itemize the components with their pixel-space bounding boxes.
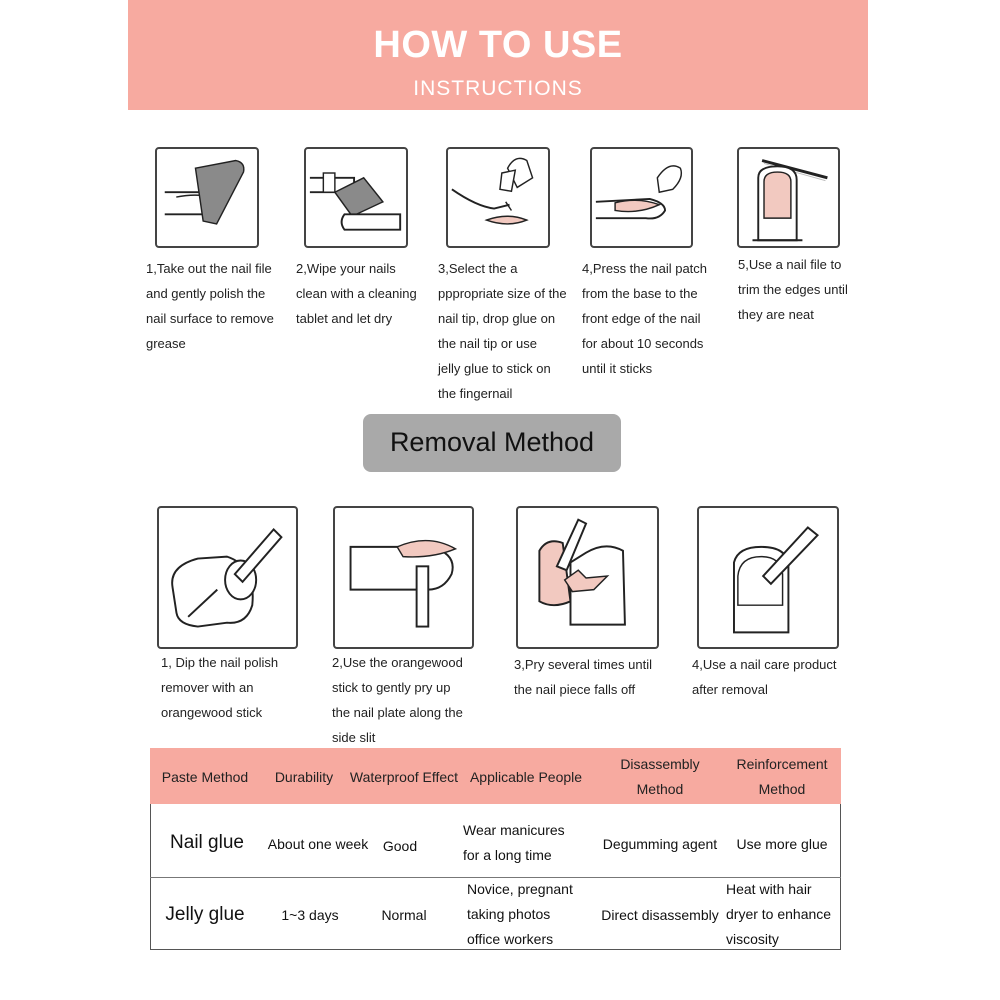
- dip-remover-icon: [159, 508, 296, 647]
- table-row-2-durability: 1~3 days: [281, 907, 339, 923]
- removal-method-heading: [363, 414, 621, 472]
- table-row-2-waterproof: Normal: [381, 907, 427, 923]
- pry-side-slit-icon: [335, 508, 472, 647]
- step-4-illustration: [590, 147, 693, 248]
- table-row-2-disassembly: Direct disassembly: [601, 907, 719, 923]
- step-3-illustration: [446, 147, 550, 248]
- nail-care-product-icon: [699, 508, 837, 647]
- table-row-1-durability: About one week: [267, 836, 369, 852]
- step-5-illustration: [737, 147, 840, 248]
- nail-file-polish-icon: [157, 149, 257, 246]
- header-paste-method: Paste Method: [161, 769, 249, 785]
- header-applicable-people: Applicable People: [469, 769, 583, 785]
- step-2-illustration: [304, 147, 408, 248]
- header-reinforcement-method: Reinforcement Method: [736, 756, 828, 797]
- step-2-text: 2,Wipe your nails clean with a cleaning tablet and let dry: [296, 261, 417, 326]
- step-4-text: 4,Press the nail patch from the base to the front edge of the nail for about 10 seconds until it sticks: [582, 261, 708, 376]
- nail-falls-off-icon: [518, 508, 657, 647]
- table-row-1-disassembly: Degumming agent: [602, 836, 718, 852]
- table-row-2-reinforcement: Heat with hair dryer to enhance viscosity: [726, 881, 832, 947]
- removal-1-text: 1, Dip the nail polish remover with an orangewood stick: [161, 655, 279, 720]
- table-row-1-waterproof: Good: [382, 838, 418, 854]
- step-5-text: 5,Use a nail file to trim the edges until they are neat: [738, 257, 848, 322]
- removal-1-illustration: [157, 506, 298, 649]
- header-waterproof-effect: Waterproof Effect: [349, 769, 459, 785]
- step-3-text: 3,Select the a pppropriate size of the nail tip, drop glue on the nail tip or use jelly glue to stick on the fingernail: [438, 261, 567, 401]
- trim-edges-icon: [739, 149, 838, 246]
- removal-method-title: Removal Method: [389, 427, 595, 457]
- removal-3-illustration: [516, 506, 659, 649]
- table-row-2-paste-method: Jelly glue: [165, 904, 245, 925]
- table-row-1-applicable-people: Wear manicures for a long time: [463, 822, 565, 863]
- step-1-text: 1,Take out the nail file and gently polish the nail surface to remove grease: [146, 261, 274, 351]
- removal-4-illustration: [697, 506, 839, 649]
- page-title: HOW TO USE: [373, 24, 623, 66]
- header-durability: Durability: [274, 769, 334, 785]
- step-1-illustration: [155, 147, 259, 248]
- glue-drop-icon: [448, 149, 548, 246]
- table-row-1-reinforcement: Use more glue: [736, 836, 828, 852]
- header-banner: [128, 0, 868, 110]
- removal-3-text: 3,Pry several times until the nail piece falls off: [514, 657, 652, 697]
- removal-4-text: 4,Use a nail care product after removal: [692, 657, 837, 697]
- table-row-2-applicable-people: Novice, pregnant taking photos office workers: [467, 881, 573, 947]
- removal-2-text: 2,Use the orangewood stick to gently pry up the nail plate along the side slit: [332, 655, 463, 745]
- page-subtitle: INSTRUCTIONS: [413, 77, 583, 100]
- removal-2-illustration: [333, 506, 474, 649]
- header-disassembly-method: Disassembly Method: [620, 756, 700, 797]
- cleaning-tablet-icon: [306, 149, 406, 246]
- press-nail-patch-icon: [592, 149, 691, 246]
- table-row-1-paste-method: Nail glue: [170, 832, 244, 853]
